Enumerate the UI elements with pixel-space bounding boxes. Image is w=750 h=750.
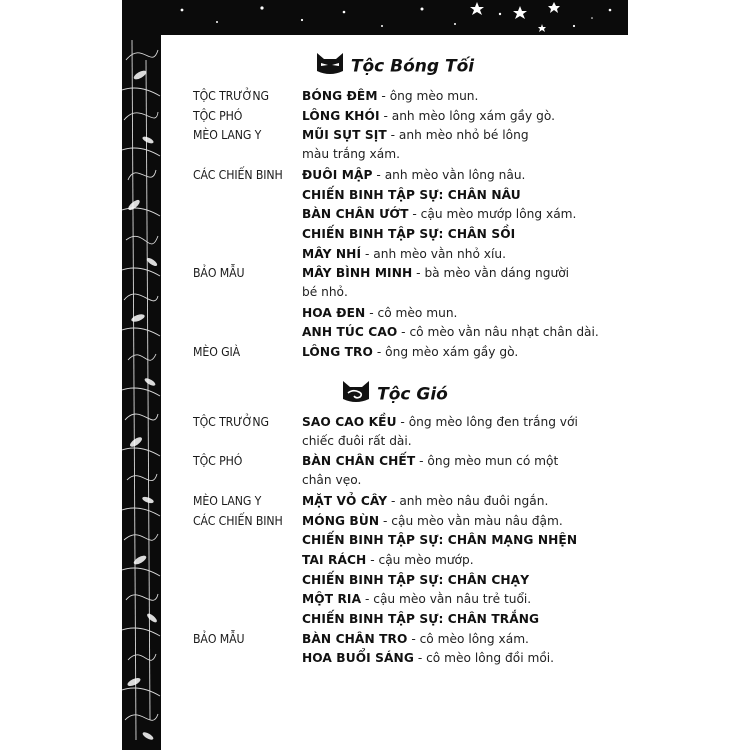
member-entry <box>302 166 602 185</box>
member-name: MŨI SỤT SỊT <box>302 128 387 143</box>
member-name: MẶT VỎ CÂY <box>302 493 388 508</box>
member-description: - cậu mèo vằn nâu trẻ tuổi. <box>361 592 532 607</box>
rank-label: MÈO GIÀ <box>193 345 241 360</box>
member-row <box>161 413 628 452</box>
member-entry <box>302 126 602 164</box>
member-name: LÔNG KHÓI <box>302 108 380 123</box>
member-name: MÂY BÌNH MINH <box>302 266 413 281</box>
member-name: HOA BUỔI SÁNG <box>302 651 414 666</box>
member-row <box>161 186 628 206</box>
rank-label: MÈO LANG Y <box>193 128 262 143</box>
clan-name: Tộc Gió <box>377 384 448 405</box>
member-description: - anh mèo nhỏ bé lông <box>386 128 529 143</box>
member-entry <box>302 551 602 570</box>
member-name: CHIẾN BINH TẬP SỰ: CHÂN MẠNG NHỆN <box>302 533 578 548</box>
wind-cat-icon <box>341 379 371 410</box>
member-description: - ông mèo mun. <box>377 89 479 103</box>
rank-label: MÈO LANG Y <box>193 493 262 508</box>
member-row <box>161 571 628 591</box>
member-description: - cậu mèo mướp. <box>366 552 474 567</box>
member-entry <box>302 610 602 629</box>
member-name: BÀN CHÂN CHẾT <box>302 454 416 469</box>
member-row <box>161 126 628 165</box>
member-row <box>161 452 628 491</box>
member-name: BÀN CHÂN TRO <box>302 631 408 646</box>
member-entry <box>302 264 602 302</box>
member-description: - cậu mèo vằn màu nâu đậm. <box>379 513 563 528</box>
clan-allegiances-page <box>161 35 628 750</box>
member-description: - cô mèo lông đồi mồi. <box>413 651 555 666</box>
member-description: - cô mèo mun. <box>365 305 458 320</box>
member-row <box>161 492 628 512</box>
member-description-cont: chân vẹo. <box>302 473 362 488</box>
member-entry <box>302 87 602 106</box>
member-name: CHIẾN BINH TẬP SỰ: CHÂN NÂU <box>302 187 521 202</box>
member-name: MỘT RIA <box>302 592 362 607</box>
member-row <box>161 225 628 245</box>
member-row <box>161 531 628 551</box>
member-name: LÔNG TRO <box>302 345 373 360</box>
member-name: HOA ĐEN <box>302 305 366 320</box>
member-row <box>161 590 628 610</box>
member-description: - ông mèo mun có một <box>415 454 559 469</box>
member-entry <box>302 107 602 126</box>
member-name: CHIẾN BINH TẬP SỰ: CHÂN CHẠY <box>302 572 530 587</box>
member-entry <box>302 413 602 451</box>
member-entry <box>302 343 602 362</box>
member-entry <box>302 225 602 244</box>
member-entry <box>302 304 602 323</box>
member-entry <box>302 492 602 511</box>
clan-name: Tộc Bóng Tối <box>350 56 475 77</box>
member-row <box>161 166 628 186</box>
member-row <box>161 264 628 303</box>
member-entry <box>302 323 602 342</box>
member-row <box>161 304 628 324</box>
member-description: - anh mèo vằn nhỏ xíu. <box>361 246 507 261</box>
member-row <box>161 649 628 669</box>
member-entry <box>302 512 602 531</box>
rank-label: TỘC PHÓ <box>193 454 243 469</box>
member-name: ĐUÔI MẬP <box>302 167 373 182</box>
member-description: - anh mèo nâu đuôi ngắn. <box>387 493 549 508</box>
member-row <box>161 512 628 532</box>
member-entry <box>302 452 602 490</box>
rank-label: BẢO MẪU <box>193 266 245 281</box>
member-row <box>161 610 628 630</box>
member-row <box>161 245 628 265</box>
member-description-cont: màu trắng xám. <box>302 147 400 162</box>
clan-title <box>161 51 628 82</box>
member-name: TAI RÁCH <box>302 552 367 567</box>
member-description: - ông mèo lông đen trắng với <box>396 415 578 429</box>
member-description: - cô mèo lông xám. <box>407 631 529 646</box>
member-row <box>161 343 628 363</box>
rank-label: CÁC CHIẾN BINH <box>193 513 283 528</box>
member-name: SAO CAO KỀU <box>302 415 397 429</box>
member-name: MÂY NHÍ <box>302 246 362 261</box>
member-entry <box>302 531 602 550</box>
member-entry <box>302 186 602 205</box>
member-description: - cô mèo vằn nâu nhạt chân dài. <box>397 325 599 340</box>
member-name: BÀN CHÂN ƯỚT <box>302 207 409 222</box>
member-name: CHIẾN BINH TẬP SỰ: CHÂN TRẮNG <box>302 612 540 626</box>
member-description: - anh mèo lông xám gầy gò. <box>379 108 555 123</box>
member-row <box>161 323 628 343</box>
member-row <box>161 551 628 571</box>
member-name: BÓNG ĐÊM <box>302 89 378 103</box>
rank-label: TỘC TRƯỞNG <box>193 89 269 103</box>
member-row <box>161 107 628 127</box>
member-description-cont: chiếc đuôi rất dài. <box>302 434 412 448</box>
member-entry <box>302 571 602 590</box>
member-name: ANH TÚC CAO <box>302 325 398 340</box>
member-description: - anh mèo vằn lông nâu. <box>372 167 526 182</box>
stars <box>181 2 612 32</box>
leaves <box>126 69 158 741</box>
member-entry <box>302 630 602 649</box>
member-row <box>161 87 628 107</box>
rank-label: BẢO MẪU <box>193 631 245 646</box>
member-description: - ông mèo xám gầy gò. <box>373 345 519 360</box>
member-description-cont: bé nhỏ. <box>302 285 348 300</box>
member-row <box>161 630 628 650</box>
clan-title <box>161 379 628 410</box>
member-name: CHIẾN BINH TẬP SỰ: CHÂN SỒI <box>302 226 516 241</box>
member-name: MÓNG BÙN <box>302 513 380 528</box>
cat-mask-icon <box>315 51 345 82</box>
foliage-lines <box>122 40 160 740</box>
member-description: - cậu mèo mướp lông xám. <box>408 207 577 222</box>
rank-label: TỘC PHÓ <box>193 108 243 123</box>
member-entry <box>302 590 602 609</box>
member-row <box>161 205 628 225</box>
member-entry <box>302 245 602 264</box>
rank-label: CÁC CHIẾN BINH <box>193 167 283 182</box>
member-description: - bà mèo vằn dáng người <box>412 266 570 281</box>
rank-label: TỘC TRƯỞNG <box>193 415 269 429</box>
member-entry <box>302 205 602 224</box>
member-entry <box>302 649 602 668</box>
